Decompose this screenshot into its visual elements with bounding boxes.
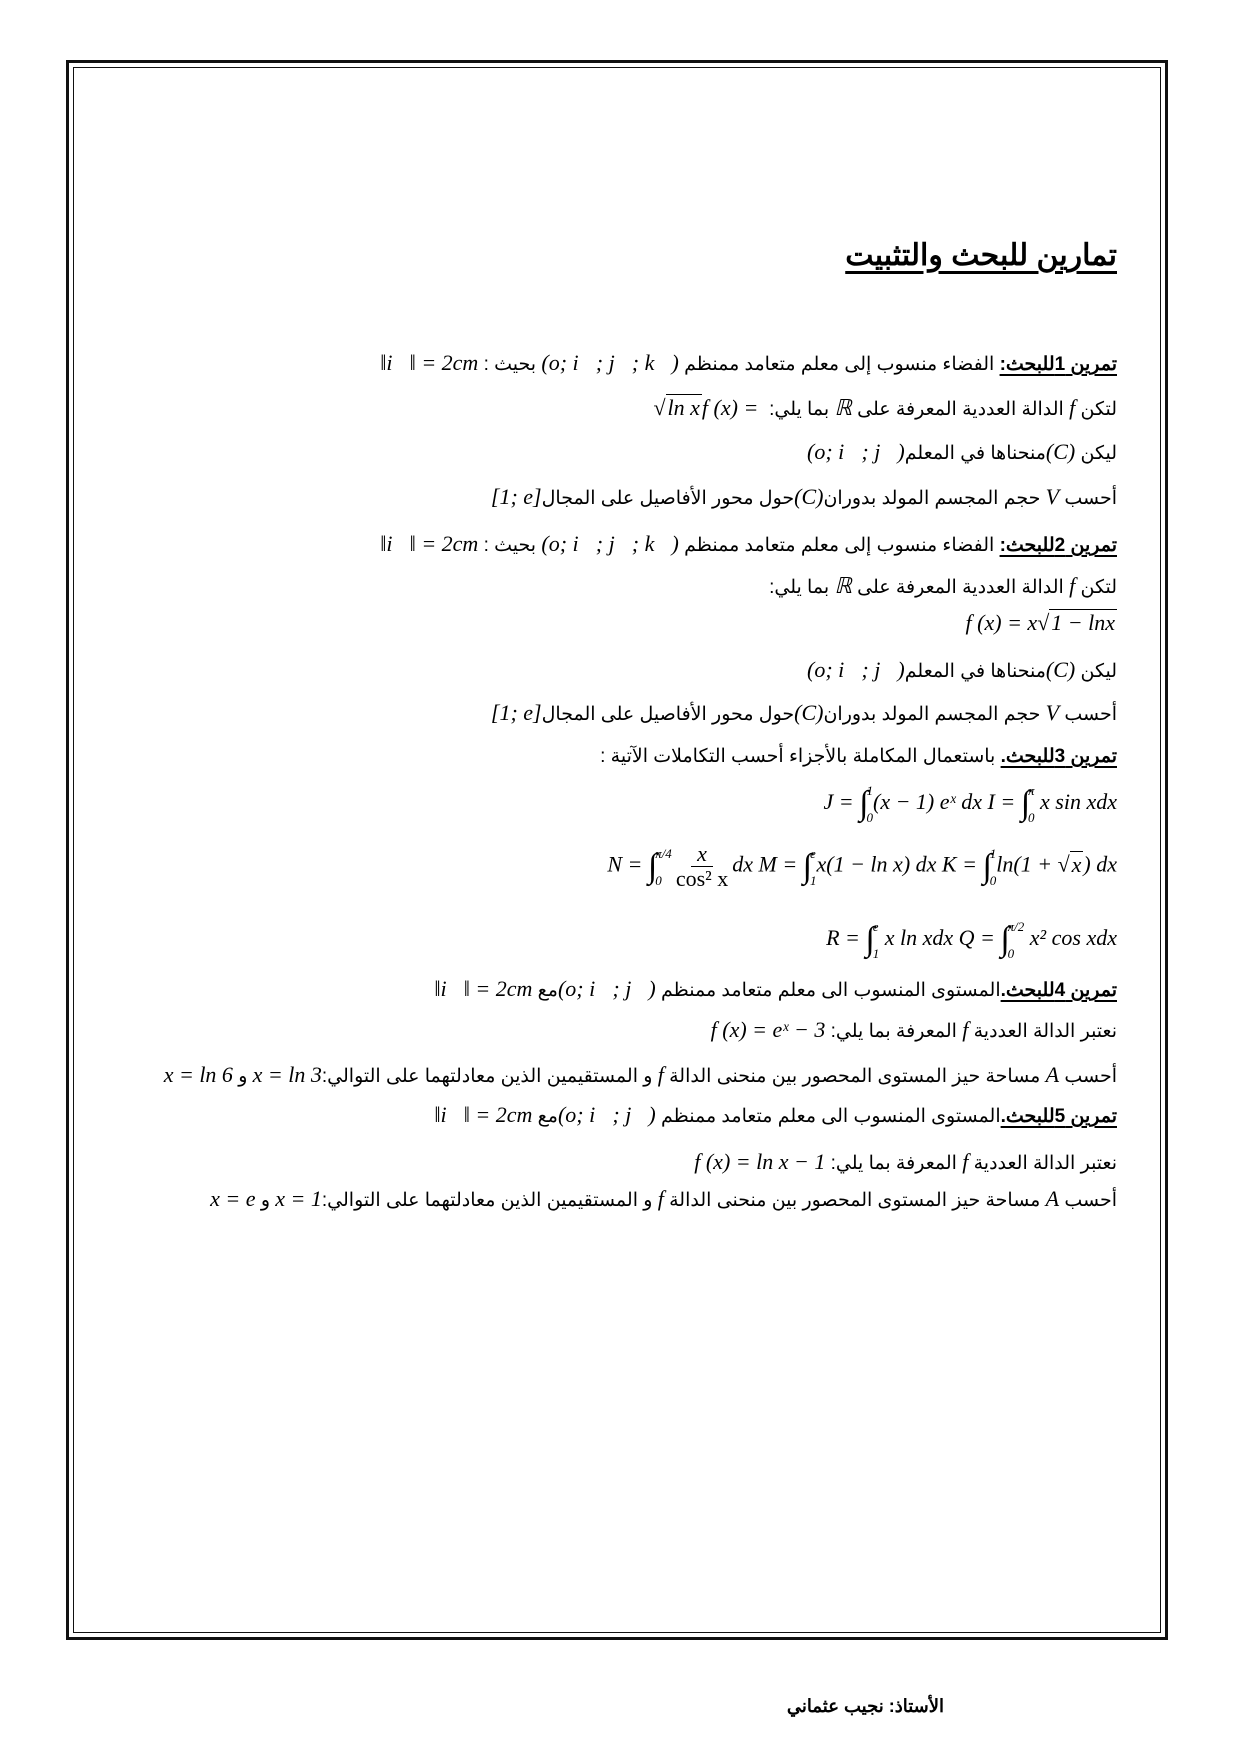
arabic-text: أحسب <box>1059 1190 1117 1211</box>
math-expression: (o; i⃗; j⃗) <box>807 657 905 682</box>
integral-sign-icon: ∫ <box>859 785 869 822</box>
math-expression: A <box>1045 1186 1060 1211</box>
math-expression: x = e <box>210 1186 256 1211</box>
text-line <box>434 1102 1117 1130</box>
exercise-label: تمرين 1للبحث: <box>999 354 1117 375</box>
upper-limit: e <box>872 919 879 934</box>
lower-limit: 0 <box>655 872 662 888</box>
math-expression: (C) <box>1045 657 1076 682</box>
upper-limit: 1 <box>866 783 873 798</box>
page-title: تمارين للبحث والتثبيت <box>845 239 1117 272</box>
radicand: x <box>1071 851 1082 877</box>
arabic-text: أحسب <box>1059 704 1117 725</box>
text-line <box>711 1017 1117 1045</box>
arabic-text: حجم المجسم المولد بدوران <box>823 488 1046 509</box>
square-root <box>653 394 701 420</box>
integral-limits <box>655 847 672 887</box>
radicand: ln x <box>667 395 700 420</box>
arabic-text: المعرفة بما يلي: <box>825 1021 963 1042</box>
integral <box>648 847 672 887</box>
lower-limit: 0 <box>1028 810 1035 825</box>
integral <box>803 847 817 887</box>
exercise-label: تمرين 3للبحث. <box>1000 746 1117 767</box>
math-expression: V <box>1045 484 1060 509</box>
arabic-text: المعرفة بما يلي: <box>825 1153 963 1174</box>
arabic-text: و <box>255 1190 276 1211</box>
text-line <box>491 700 1117 728</box>
arabic-text: منحناها في المعلم <box>904 443 1046 464</box>
lower-limit: 1 <box>810 872 817 888</box>
math-expression: ℝ <box>834 573 852 598</box>
numerator: x <box>691 842 713 867</box>
integral-sign-icon: ∫ <box>802 847 812 885</box>
text-line <box>600 744 1117 770</box>
math-expression: dx M = <box>732 851 803 877</box>
arabic-text: بما يلي: <box>769 577 835 598</box>
arabic-text: بما يلي: <box>763 399 835 420</box>
arabic-text: و المستقيمين الذين معادلتهما على التوالي: <box>321 1190 658 1211</box>
math-expression: (C) <box>794 700 824 725</box>
math-expression: x sin xdx <box>1034 789 1117 815</box>
integral-sign-icon: ∫ <box>1000 921 1010 958</box>
exercise-label: تمرين 4للبحث. <box>1000 980 1117 1001</box>
text-line <box>380 350 1117 378</box>
text-line <box>607 842 1117 891</box>
math-expression: f <box>657 1062 664 1087</box>
math-expression: x = ln 6 <box>163 1062 233 1087</box>
math-expression: f <box>657 1186 664 1211</box>
upper-limit: π/2 <box>1007 919 1025 934</box>
math-expression: ln(1 + <box>996 851 1058 877</box>
square-root <box>1058 851 1084 877</box>
arabic-text: الدالة العددية المعرفة على <box>851 399 1070 420</box>
arabic-text: المستوى المنسوب الى معلم متعامد ممنظم <box>655 1106 1001 1127</box>
upper-limit: e <box>810 845 816 861</box>
lower-limit: 1 <box>872 946 880 961</box>
text-line <box>807 657 1117 685</box>
upper-limit: 1 <box>989 845 997 861</box>
square-root <box>1037 609 1117 635</box>
math-expression: [1; e] <box>490 484 542 509</box>
math-expression: ) dx <box>1083 851 1117 877</box>
text-line <box>694 1149 1117 1177</box>
radicand: 1 − lnx <box>1051 610 1115 635</box>
integral-sign-icon: ∫ <box>647 847 658 885</box>
lower-limit: 0 <box>989 872 997 888</box>
fraction <box>676 842 728 891</box>
integral-sign-icon: ∫ <box>1020 785 1031 822</box>
arabic-text: حول محور الأفاصيل على المجال <box>541 704 795 725</box>
arabic-text: نعتبر الدالة العددية <box>968 1153 1117 1174</box>
integral-sign-icon: ∫ <box>982 847 992 885</box>
arabic-text: نعتبر الدالة العددية <box>968 1021 1117 1042</box>
radical-sign-icon: √ <box>653 395 666 420</box>
text-line <box>210 1186 1117 1214</box>
math-expression: ℝ <box>834 395 852 420</box>
math-expression: f <box>1069 395 1076 420</box>
upper-limit: π/4 <box>655 845 672 861</box>
integral <box>1000 920 1024 960</box>
arabic-text: أحسب <box>1059 488 1117 509</box>
math-expression: (o; i⃗; j⃗; k⃗) <box>541 531 679 556</box>
math-expression: ‖i⃗‖ = 2cm <box>434 1102 533 1127</box>
arabic-text: و <box>232 1066 253 1087</box>
arabic-text: الفضاء منسوب إلى معلم متعامد ممنظم <box>678 535 1000 556</box>
math-expression: (C) <box>1045 439 1076 464</box>
text-line <box>434 976 1117 1004</box>
text-line <box>826 920 1117 960</box>
arabic-text: ليكن <box>1075 661 1117 682</box>
arabic-text: و المستقيمين الذين معادلتهما على التوالي: <box>321 1066 658 1087</box>
math-expression: (o; i⃗; j⃗) <box>557 976 656 1001</box>
exercise-label: تمرين 5للبحث. <box>1000 1106 1117 1127</box>
math-expression: (o; i⃗; j⃗) <box>807 439 905 464</box>
text-line <box>769 573 1117 601</box>
radical-sign-icon: √ <box>1037 610 1050 635</box>
math-expression: f <box>962 1149 969 1174</box>
math-expression: [1; e] <box>490 700 542 725</box>
math-expression: x ln xdx Q = <box>879 925 1001 951</box>
math-expression: (o; i⃗; j⃗; k⃗) <box>541 350 679 375</box>
lower-limit: 0 <box>866 810 873 825</box>
arabic-text: لتكن <box>1075 577 1117 598</box>
arabic-text: بحيث : <box>478 535 542 556</box>
integral <box>859 784 873 824</box>
exercise-label: تمرين 2للبحث: <box>999 535 1117 556</box>
radical-sign-icon: √ <box>1057 851 1070 877</box>
math-expression: N = <box>607 851 648 877</box>
math-expression: ‖i⃗‖ = 2cm <box>434 976 533 1001</box>
arabic-text: مساحة حيز المستوى المحصور بين منحنى الدالة <box>663 1190 1046 1211</box>
denominator: cos² x <box>675 866 729 891</box>
text-line <box>824 784 1117 824</box>
math-expression: ‖i⃗‖ = 2cm <box>380 531 479 556</box>
text-line <box>491 484 1117 512</box>
arabic-text: الفضاء منسوب إلى معلم متعامد ممنظم <box>678 354 1000 375</box>
arabic-text: مع <box>532 980 558 1001</box>
math-expression: (x − 1) eˣ dx I = <box>873 789 1021 815</box>
math-expression: R = <box>826 925 866 951</box>
math-expression: f (x) = <box>701 395 764 420</box>
integral <box>865 920 879 960</box>
arabic-text: حول محور الأفاصيل على المجال <box>541 488 795 509</box>
integral <box>1021 784 1035 824</box>
math-expression: (C) <box>794 484 824 509</box>
arabic-text: مع <box>532 1106 558 1127</box>
arabic-text: المستوى المنسوب الى معلم متعامد ممنظم <box>655 980 1001 1001</box>
math-expression: f (x) = ln x − 1 <box>694 1149 826 1174</box>
arabic-text: بحيث : <box>478 354 542 375</box>
math-expression: x = 1 <box>275 1186 322 1211</box>
integral-sign-icon: ∫ <box>865 921 875 958</box>
arabic-text: الدالة العددية المعرفة على <box>851 577 1070 598</box>
upper-limit: π <box>1028 783 1035 798</box>
arabic-text: مساحة حيز المستوى المحصور بين منحنى الدالة <box>663 1066 1046 1087</box>
lower-limit: 0 <box>1007 946 1015 961</box>
math-expression: f (x) = x <box>965 610 1038 635</box>
math-expression: f <box>962 1017 969 1042</box>
text-line <box>807 439 1117 467</box>
math-expression: J = <box>823 789 860 815</box>
text-line <box>966 610 1117 638</box>
teacher-signature: الأستاذ: نجيب عثماني <box>786 1696 944 1716</box>
integral <box>982 847 996 887</box>
text-line <box>164 1062 1117 1090</box>
text-line <box>380 531 1117 559</box>
text-line <box>653 395 1117 423</box>
integral-limits <box>1008 920 1025 960</box>
arabic-text: باستعمال المكاملة بالأجزاء أحسب التكاملات الآتية : <box>600 746 1001 767</box>
math-expression: x(1 − ln x) dx K = <box>816 851 983 877</box>
arabic-text: حجم المجسم المولد بدوران <box>823 704 1046 725</box>
math-expression: f (x) = eˣ − 3 <box>710 1017 826 1042</box>
math-expression: x = ln 3 <box>252 1062 322 1087</box>
math-expression: A <box>1045 1062 1060 1087</box>
arabic-text: منحناها في المعلم <box>904 661 1046 682</box>
math-expression: V <box>1045 700 1060 725</box>
arabic-text: لتكن <box>1075 399 1117 420</box>
math-expression: x² cos xdx <box>1024 925 1117 951</box>
arabic-text: أحسب <box>1059 1066 1117 1087</box>
math-expression: (o; i⃗; j⃗) <box>557 1102 656 1127</box>
arabic-text: ليكن <box>1075 443 1117 464</box>
math-expression: f <box>1069 573 1076 598</box>
math-expression: ‖i⃗‖ = 2cm <box>380 350 479 375</box>
